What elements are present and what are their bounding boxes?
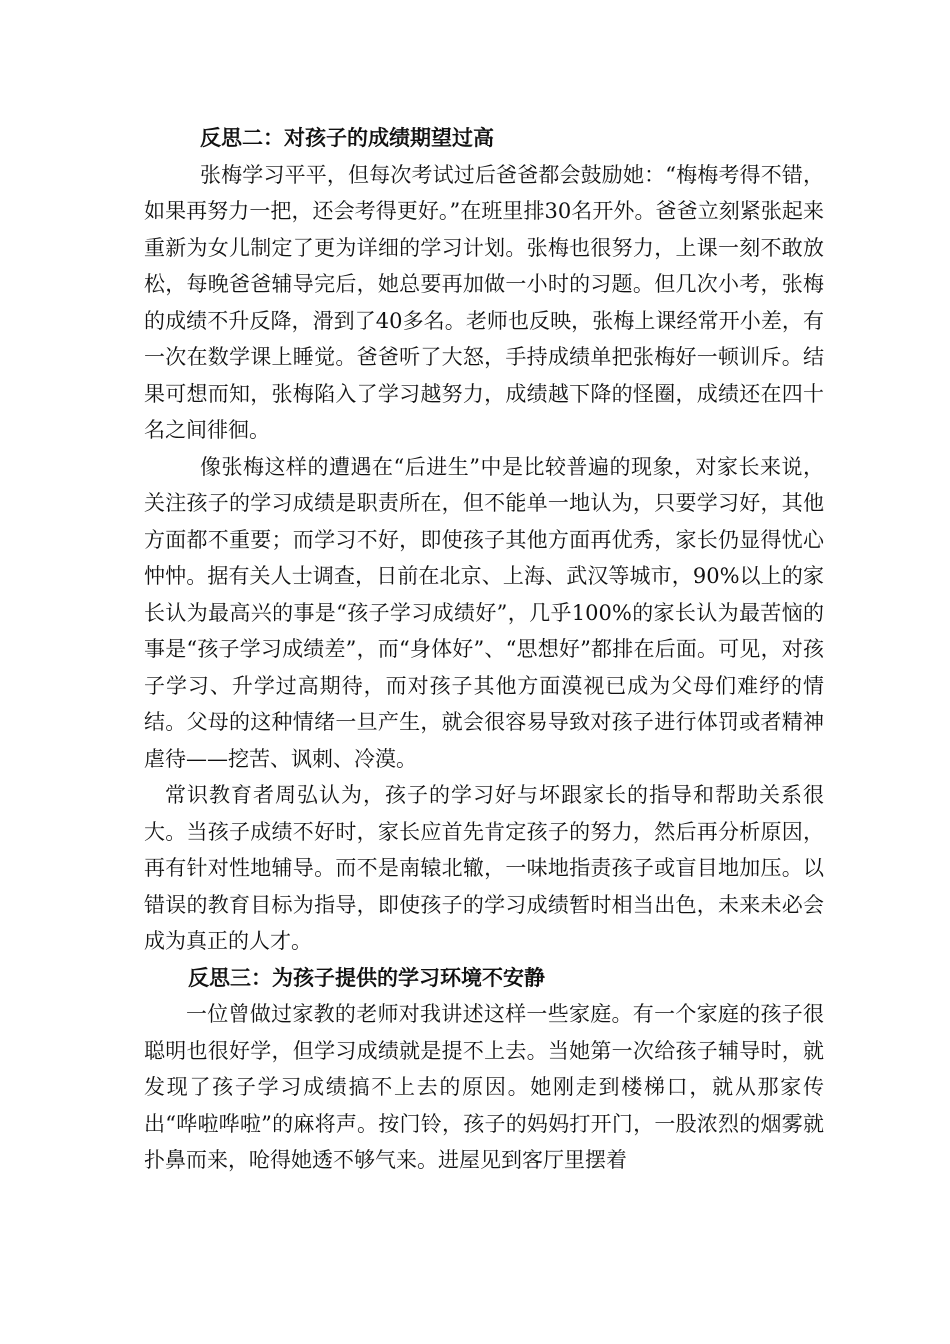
paragraph-tutor-story: 一位曾做过家教的老师对我讲述这样一些家庭。有一个家庭的孩子很聪明也很好学，但学习成绩就是提不上去。当她第一次给孩子辅导时，就发现了孩子学习成绩搞不上去的原因。她刚走到楼梯口，就从那家传出“哗啦哗啦”的麻将声。按门铃，孩子的妈妈打开门，一股浓烈的烟雾就扑鼻而来，呛得她透不够气来。进屋见到客厅里摆着	[144, 1002, 824, 1172]
paragraph-parent-expectations: 像张梅这样的遭遇在“后进生”中是比较普遍的现象，对家长来说，关注孩子的学习成绩是职责所在，但不能单一地认为，只要学习好，其他方面都不重要；而学习不好，即使孩子其他方面再优秀，家长仍显得忧心忡忡。据有关人士调查，日前在北京、上海、武汉等城市，90%以上的家长认为最高兴的事是“孩子学习成绩好”，几乎100%的家长认为最苦恼的事是“孩子学习成绩差”，而“身体好”、“思想好”都排在后面。可见，对孩子学习、升学过高期待，而对孩子其他方面漠视已成为父母们难纾的情结。父母的这种情绪一旦产生，就会很容易导致对孩子进行体罚或者精神虐待——挖苦、讽刺、冷漠。	[144, 454, 824, 771]
section-heading-reflection-2: 反思二：对孩子的成绩期望过高	[200, 125, 494, 150]
document-body	[144, 120, 824, 1179]
paragraph-zhou-hong-view: 常识教育者周弘认为，孩子的学习好与坏跟家长的指导和帮助关系很大。当孩子成绩不好时，家长应首先肯定孩子的努力，然后再分析原因，再有针对性地辅导。而不是南辕北辙，一味地指责孩子或盲目地加压。以错误的教育目标为指导，即使孩子的学习成绩暂时相当出色，未来未必会成为真正的人才。	[144, 783, 824, 953]
section-heading-reflection-3: 反思三：为孩子提供的学习环境不安静	[188, 964, 545, 990]
paragraph-zhang-mei-story: 张梅学习平平，但每次考试过后爸爸都会鼓励她：“梅梅考得不错，如果再努力一把，还会考得更好。”在班里排30名开外。爸爸立刻紧张起来重新为女儿制定了更为详细的学习计划。张梅也很努力，上课一刻不敢放松，每晚爸爸辅导完后，她总要再加做一小时的习题。但几次小考，张梅的成绩不升反降，滑到了40多名。老师也反映，张梅上课经常开小差，有一次在数学课上睡觉。爸爸听了大怒，手持成绩单把张梅好一顿训斥。结果可想而知，张梅陷入了学习越努力，成绩越下降的怪圈，成绩还在四十名之间徘徊。	[144, 162, 824, 442]
